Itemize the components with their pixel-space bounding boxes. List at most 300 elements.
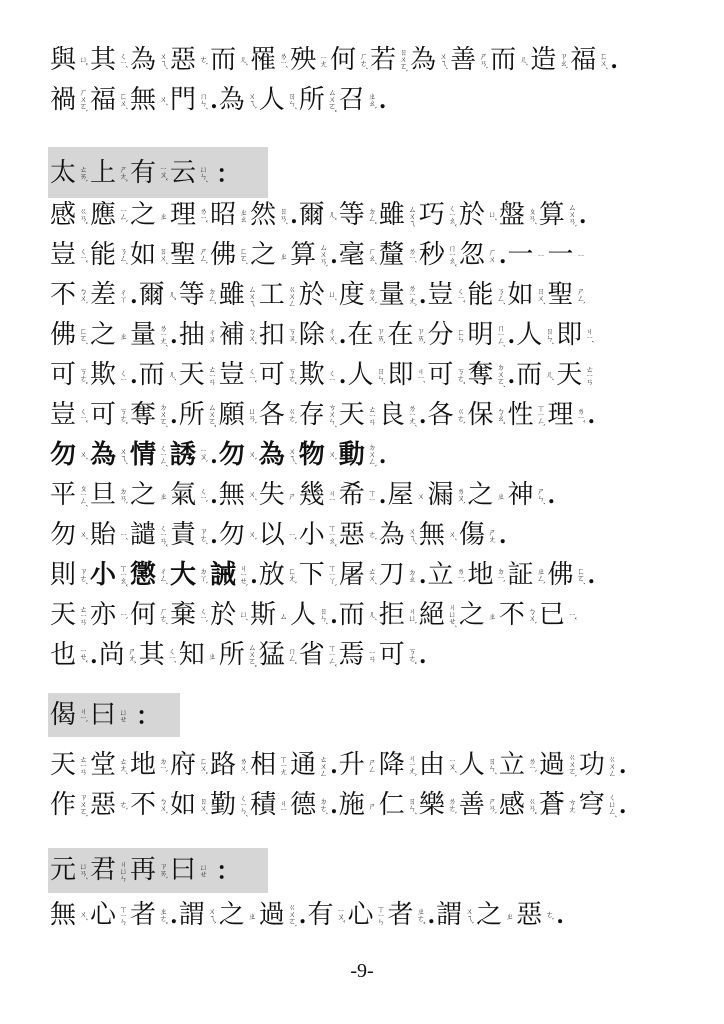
hanzi: 明: [467, 320, 494, 350]
annotated-character: [219, 320, 257, 350]
annotated-character: [210, 240, 248, 270]
hanzi: 所: [178, 400, 205, 430]
annotated-character: [90, 360, 128, 390]
hanzi: 過: [258, 900, 285, 930]
zhuyin-annotation: ㄗㄞˋ: [159, 861, 169, 879]
annotated-character: [459, 600, 497, 630]
annotated-character: [299, 360, 337, 390]
annotated-character: [476, 900, 514, 930]
hanzi: 分: [427, 320, 454, 350]
zhuyin-annotation: ㄑㄧˇ: [79, 247, 89, 263]
hanzi: 下: [298, 560, 325, 590]
period: .: [378, 88, 387, 114]
text-line: [50, 785, 628, 825]
zhuyin-annotation: ㄏㄜˊ: [359, 51, 369, 69]
hanzi: 佛: [210, 240, 237, 270]
annotated-character: [516, 900, 554, 930]
hanzi: 善: [458, 790, 485, 820]
zhuyin-annotation: ㄉㄨㄛˊ: [496, 363, 506, 387]
hanzi: 勿: [218, 520, 245, 550]
zhuyin-annotation: ㄈㄛˊ: [576, 566, 586, 584]
annotated-character: [379, 790, 417, 820]
annotated-character: [548, 240, 586, 270]
annotated-character: [339, 750, 377, 780]
annotated-character: [548, 280, 586, 310]
zhuyin-annotation: ㄦˊ: [167, 370, 177, 380]
hanzi: 小: [90, 560, 117, 590]
zhuyin-annotation: ㄗㄨㄛˋ: [79, 793, 89, 817]
hanzi: 漏: [427, 480, 454, 510]
hanzi: 太: [50, 158, 77, 188]
hanzi: 幾: [298, 480, 325, 510]
zhuyin-annotation: ㄖㄢˊ: [279, 206, 289, 224]
period: .: [418, 283, 427, 309]
zhuyin-annotation: ㄅㄨˋ: [527, 606, 537, 624]
zhuyin-annotation: ㄨˋ: [79, 450, 89, 460]
hanzi: 不: [50, 280, 77, 310]
annotated-character: [330, 45, 368, 75]
annotated-character: [90, 200, 128, 230]
annotated-character: [299, 440, 337, 470]
zhuyin-annotation: ㄐㄩˋ: [407, 606, 417, 624]
hanzi: 立: [498, 750, 525, 780]
annotated-character: [50, 158, 88, 188]
zhuyin-annotation: ㄖㄨˊ: [159, 246, 169, 264]
hanzi: 於: [458, 200, 485, 230]
annotated-character: [347, 360, 385, 390]
annotated-character: [459, 750, 497, 780]
hanzi: 再: [130, 855, 157, 885]
annotated-character: [219, 640, 257, 670]
colon: ：: [216, 159, 241, 188]
annotated-character: [468, 320, 506, 350]
zhuyin-annotation: ㄎㄡˋ: [287, 326, 297, 344]
zhuyin-annotation: ㄧㄡˊ: [447, 757, 457, 773]
zhuyin-annotation: ㄕㄢˋ: [487, 796, 497, 814]
zhuyin-annotation: ㄩˊ: [239, 610, 249, 620]
zhuyin-annotation: ㄒㄧㄥˋ: [536, 403, 546, 427]
zhuyin-annotation: ㄈㄛˊ: [79, 326, 89, 344]
hanzi: 誡: [210, 560, 237, 590]
hanzi: 情: [130, 440, 157, 470]
zhuyin-annotation: ㄓ: [159, 211, 169, 219]
hanzi: 然: [250, 200, 277, 230]
annotated-character: [548, 560, 586, 590]
annotated-character: [170, 85, 208, 115]
annotated-character: [50, 240, 88, 270]
zhuyin-annotation: ㄊㄤˊ: [119, 756, 129, 774]
colon: ：: [216, 856, 241, 885]
annotated-character: [219, 480, 257, 510]
hanzi: 感: [498, 790, 525, 820]
zhuyin-annotation: ㄇㄧㄥˊ: [496, 323, 506, 347]
zhuyin-annotation: ㄧㄢ: [367, 648, 377, 662]
annotated-character: [410, 45, 448, 75]
zhuyin-annotation: ㄏㄠˊ: [367, 246, 377, 264]
hanzi: 無: [130, 85, 157, 115]
hanzi: 物: [298, 440, 325, 470]
annotated-character: [427, 320, 465, 350]
hanzi: 如: [507, 280, 534, 310]
hanzi: 理: [170, 200, 197, 230]
zhuyin-annotation: ㄎㄜˇ: [287, 366, 297, 384]
hanzi: 地: [130, 750, 157, 780]
annotated-character: [259, 900, 297, 930]
zhuyin-annotation: ㄔㄡ: [207, 328, 217, 342]
period: .: [330, 753, 338, 779]
annotated-character: [508, 560, 546, 590]
annotated-character: [579, 750, 617, 780]
zhuyin-annotation: ㄍㄢˇ: [79, 206, 89, 224]
hanzi: 量: [378, 280, 405, 310]
hanzi: 通: [290, 750, 317, 780]
zhuyin-annotation: ㄍㄨㄥ: [607, 754, 617, 776]
hanzi: 心: [347, 900, 374, 930]
annotated-character: [179, 280, 217, 310]
hanzi: 希: [338, 480, 365, 510]
text-line: [50, 195, 588, 235]
zhuyin-annotation: ㄈㄣ: [456, 328, 466, 342]
zhuyin-annotation: ㄑㄧˋ: [199, 487, 209, 503]
annotated-character: [539, 750, 577, 780]
annotated-character: [99, 640, 137, 670]
hanzi: 可: [258, 360, 285, 390]
zhuyin-annotation: ㄌㄧˊ: [279, 52, 289, 68]
hanzi: 知: [178, 640, 205, 670]
zhuyin-annotation: ㄔㄨˊ: [327, 326, 337, 344]
section-heading: [50, 850, 241, 890]
zhuyin-annotation: ㄎㄜˇ: [79, 366, 89, 384]
annotated-character: [459, 790, 497, 820]
period: .: [290, 203, 298, 229]
text-line: [50, 555, 596, 595]
hanzi: 路: [210, 750, 237, 780]
zhuyin-annotation: ㄧㄡˇ: [336, 907, 346, 923]
hanzi: 云: [170, 158, 197, 188]
colon: ：: [136, 701, 161, 730]
zhuyin-annotation: ㄨㄟˊ: [439, 51, 449, 69]
hanzi: 在: [347, 320, 374, 350]
period: .: [130, 283, 138, 309]
hanzi: 何: [330, 45, 357, 75]
annotated-character: [339, 240, 377, 270]
hanzi: 之: [218, 900, 245, 930]
zhuyin-annotation: ㄧㄝˇ: [79, 647, 89, 663]
hanzi: 動: [338, 440, 365, 470]
period: .: [170, 903, 178, 929]
hanzi: 無: [218, 480, 245, 510]
annotated-character: [210, 790, 248, 820]
annotated-character: [299, 520, 337, 550]
zhuyin-annotation: ㄨㄟˊ: [159, 51, 169, 69]
text-line: [50, 275, 588, 315]
hanzi: 於: [298, 280, 325, 310]
annotated-character: [419, 790, 457, 820]
zhuyin-annotation: ㄊㄧㄢ: [207, 365, 217, 385]
zhuyin-annotation: ㄦˊ: [519, 55, 529, 65]
zhuyin-annotation: ㄐㄧˋ: [79, 707, 89, 723]
annotated-character: [339, 520, 377, 550]
hanzi: 豈: [50, 240, 77, 270]
annotated-character: [130, 158, 168, 188]
hanzi: 各: [427, 400, 454, 430]
zhuyin-annotation: ㄌㄧㄤˋ: [407, 283, 417, 307]
annotated-character: [50, 320, 88, 350]
annotated-character: [290, 750, 328, 780]
period: .: [618, 793, 627, 819]
annotated-character: [347, 320, 385, 350]
annotated-character: [130, 750, 168, 780]
text-line: [50, 40, 619, 80]
annotated-character: [50, 750, 88, 780]
zhuyin-annotation: ㄙㄨㄛˇ: [327, 88, 337, 112]
annotated-character: [379, 560, 417, 590]
zhuyin-annotation: ㄨㄟˊ: [407, 526, 417, 544]
zhuyin-annotation: ㄐㄧㄝˋ: [239, 563, 249, 587]
annotated-character: [170, 600, 208, 630]
hanzi: 聖: [547, 280, 574, 310]
hanzi: 所: [218, 640, 245, 670]
hanzi: 樂: [418, 790, 445, 820]
zhuyin-annotation: ㄑㄧㄢˇ: [159, 523, 169, 547]
hanzi: 曰: [170, 855, 197, 885]
annotated-character: [50, 855, 88, 885]
period: .: [610, 48, 618, 74]
zhuyin-annotation: ㄖㄣˊ: [319, 606, 329, 624]
zhuyin-annotation: ㄖㄣˊ: [487, 756, 497, 774]
hanzi: 也: [50, 640, 77, 670]
zhuyin-annotation: ㄔㄚ: [119, 288, 129, 302]
annotated-character: [570, 45, 608, 75]
zhuyin-annotation: ㄓ: [247, 911, 257, 919]
zhuyin-annotation: ㄨˋ: [247, 530, 257, 540]
hanzi: 旦: [90, 480, 117, 510]
hanzi: 貽: [90, 520, 117, 550]
annotated-character: [90, 45, 128, 75]
annotated-character: [130, 900, 168, 930]
hanzi: 天: [50, 600, 77, 630]
hanzi: 補: [218, 320, 245, 350]
hanzi: 抽: [178, 320, 205, 350]
annotated-character: [530, 45, 568, 75]
period: .: [330, 603, 338, 629]
hanzi: 氣: [170, 480, 197, 510]
hanzi: 大: [170, 560, 197, 590]
annotated-character: [170, 855, 208, 885]
zhuyin-annotation: ㄌㄧˊ: [407, 247, 417, 263]
annotated-character: [259, 85, 297, 115]
hanzi: 雖: [218, 280, 245, 310]
zhuyin-annotation: ㄗㄠˋ: [559, 51, 569, 69]
text-line: [50, 745, 628, 785]
annotated-character: [379, 400, 417, 430]
hanzi: 等: [338, 200, 365, 230]
zhuyin-annotation: ㄨㄟˊ: [287, 446, 297, 464]
annotated-character: [436, 900, 474, 930]
zhuyin-annotation: ㄓㄜˇ: [416, 906, 426, 924]
annotated-character: [499, 600, 537, 630]
hanzi: 尚: [98, 640, 125, 670]
zhuyin-annotation: ㄦˇ: [327, 210, 337, 220]
hanzi: 奪: [130, 400, 157, 430]
annotated-character: [499, 200, 537, 230]
annotated-character: [50, 560, 88, 590]
zhuyin-annotation: ㄐㄧˊ: [585, 327, 595, 343]
hanzi: 作: [50, 790, 77, 820]
annotated-character: [468, 280, 506, 310]
hanzi: 佛: [50, 320, 77, 350]
zhuyin-annotation: ㄜˋ: [199, 55, 209, 65]
hanzi: 量: [130, 320, 157, 350]
hanzi: 之: [250, 240, 277, 270]
annotated-character: [299, 280, 337, 310]
hanzi: 人: [290, 600, 317, 630]
zhuyin-annotation: ㄙㄨㄛˇ: [207, 403, 217, 427]
annotated-character: [219, 360, 257, 390]
hanzi: 豈: [427, 280, 454, 310]
zhuyin-annotation: ㄨㄟˊ: [119, 446, 129, 464]
hanzi: 屋: [387, 480, 414, 510]
annotated-character: [299, 320, 337, 350]
annotated-character: [339, 480, 377, 510]
annotated-character: [419, 520, 457, 550]
annotated-character: [250, 600, 288, 630]
annotated-character: [347, 900, 385, 930]
zhuyin-annotation: ㄓ: [487, 611, 497, 619]
zhuyin-annotation: ㄌㄧˇ: [576, 407, 586, 423]
annotated-character: [219, 85, 257, 115]
period: .: [498, 243, 507, 269]
zhuyin-annotation: ㄙㄨㄛˇ: [247, 643, 257, 667]
hanzi: 之: [90, 320, 117, 350]
annotated-character: [339, 600, 377, 630]
zhuyin-annotation: ㄖㄣˊ: [407, 796, 417, 814]
hanzi: 工: [258, 280, 285, 310]
zhuyin-annotation: ㄐㄧ: [327, 488, 337, 502]
hanzi: 誘: [170, 440, 197, 470]
zhuyin-annotation: ㄌㄜˋ: [447, 796, 457, 814]
hanzi: 仁: [378, 790, 405, 820]
hanzi: 一: [507, 240, 534, 270]
hanzi: 焉: [338, 640, 365, 670]
annotated-character: [170, 790, 208, 820]
zhuyin-annotation: ㄨˊ: [447, 530, 457, 540]
annotated-character: [539, 790, 577, 820]
hanzi: 爾: [138, 280, 165, 310]
annotated-character: [90, 480, 128, 510]
hanzi: 穹: [578, 790, 605, 820]
annotated-character: [50, 85, 88, 115]
zhuyin-annotation: ㄓ: [119, 331, 129, 339]
text-line: [50, 235, 588, 275]
hanzi: 雖: [378, 200, 405, 230]
zhuyin-annotation: ㄕㄥ: [367, 758, 377, 772]
annotated-character: [290, 45, 328, 75]
hanzi: 即: [387, 360, 414, 390]
annotated-character: [508, 480, 546, 510]
annotated-character: [90, 320, 128, 350]
annotated-character: [130, 520, 168, 550]
hanzi: 度: [338, 280, 365, 310]
hanzi: 已: [538, 600, 565, 630]
hanzi: 施: [338, 790, 365, 820]
annotated-character: [468, 480, 506, 510]
zhuyin-annotation: ㄙㄨㄢˋ: [567, 203, 577, 227]
hanzi: 門: [170, 85, 197, 115]
annotated-character: [250, 750, 288, 780]
annotated-character: [259, 320, 297, 350]
hanzi: 為: [130, 45, 157, 75]
annotated-character: [339, 85, 377, 115]
text-line: [50, 435, 387, 475]
annotated-character: [90, 560, 128, 590]
annotated-character: [210, 750, 248, 780]
period: .: [338, 363, 347, 389]
period: .: [330, 793, 338, 819]
zhuyin-annotation: ㄒㄧ: [367, 488, 377, 502]
annotated-character: [387, 900, 425, 930]
hanzi: 降: [378, 750, 405, 780]
zhuyin-annotation: ㄩㄢˊ: [79, 861, 89, 879]
hanzi: 放: [258, 560, 285, 590]
zhuyin-annotation: ㄓㄠ: [239, 208, 249, 222]
zhuyin-annotation: ㄏㄨㄛˋ: [79, 88, 89, 112]
hanzi: 府: [170, 750, 197, 780]
zhuyin-annotation: ㄕㄤ: [487, 528, 497, 542]
zhuyin-annotation: ㄒㄧㄣ: [376, 905, 386, 925]
period: .: [170, 403, 178, 429]
hanzi: 如: [130, 240, 157, 270]
annotated-character: [219, 520, 257, 550]
hanzi: 心: [90, 900, 117, 930]
hanzi: 於: [210, 600, 237, 630]
zhuyin-annotation: ㄕㄢˋ: [479, 51, 489, 69]
hanzi: 可: [427, 360, 454, 390]
annotated-character: [130, 790, 168, 820]
zhuyin-annotation: ㄓㄜˇ: [159, 906, 169, 924]
zhuyin-annotation: ㄏㄜˊ: [159, 606, 169, 624]
zhuyin-annotation: ㄒㄧㄠˇ: [119, 563, 129, 587]
hanzi: 豈: [50, 400, 77, 430]
zhuyin-annotation: ㄦˊ: [367, 610, 377, 620]
hanzi: 禍: [50, 85, 77, 115]
zhuyin-annotation: ㄩㄢˋ: [247, 406, 257, 424]
hanzi: 天: [50, 750, 77, 780]
annotated-character: [427, 480, 465, 510]
zhuyin-annotation: ㄧ: [536, 252, 546, 258]
zhuyin-annotation: ㄖㄣˊ: [287, 91, 297, 109]
hanzi: 地: [467, 560, 494, 590]
hanzi: 等: [178, 280, 205, 310]
annotated-character: [339, 790, 377, 820]
annotated-character: [50, 520, 88, 550]
zhuyin-annotation: ㄆㄢˊ: [527, 206, 537, 224]
annotated-character: [50, 280, 88, 310]
zhuyin-annotation: ㄓㄥˋ: [536, 566, 546, 584]
zhuyin-annotation: ㄌㄧㄤˊ: [159, 323, 169, 347]
zhuyin-annotation: ㄧㄡˋ: [199, 447, 209, 463]
hanzi: 忽: [458, 240, 485, 270]
hanzi: 立: [427, 560, 454, 590]
hanzi: 勤: [210, 790, 237, 820]
zhuyin-annotation: ㄩˊ: [327, 290, 337, 300]
annotated-character: [339, 640, 377, 670]
hanzi: 除: [298, 320, 325, 350]
zhuyin-annotation: ㄦˊ: [239, 55, 249, 65]
hanzi: 無: [418, 520, 445, 550]
annotated-character: [419, 240, 457, 270]
zhuyin-annotation: ㄑㄧˊ: [119, 52, 129, 68]
